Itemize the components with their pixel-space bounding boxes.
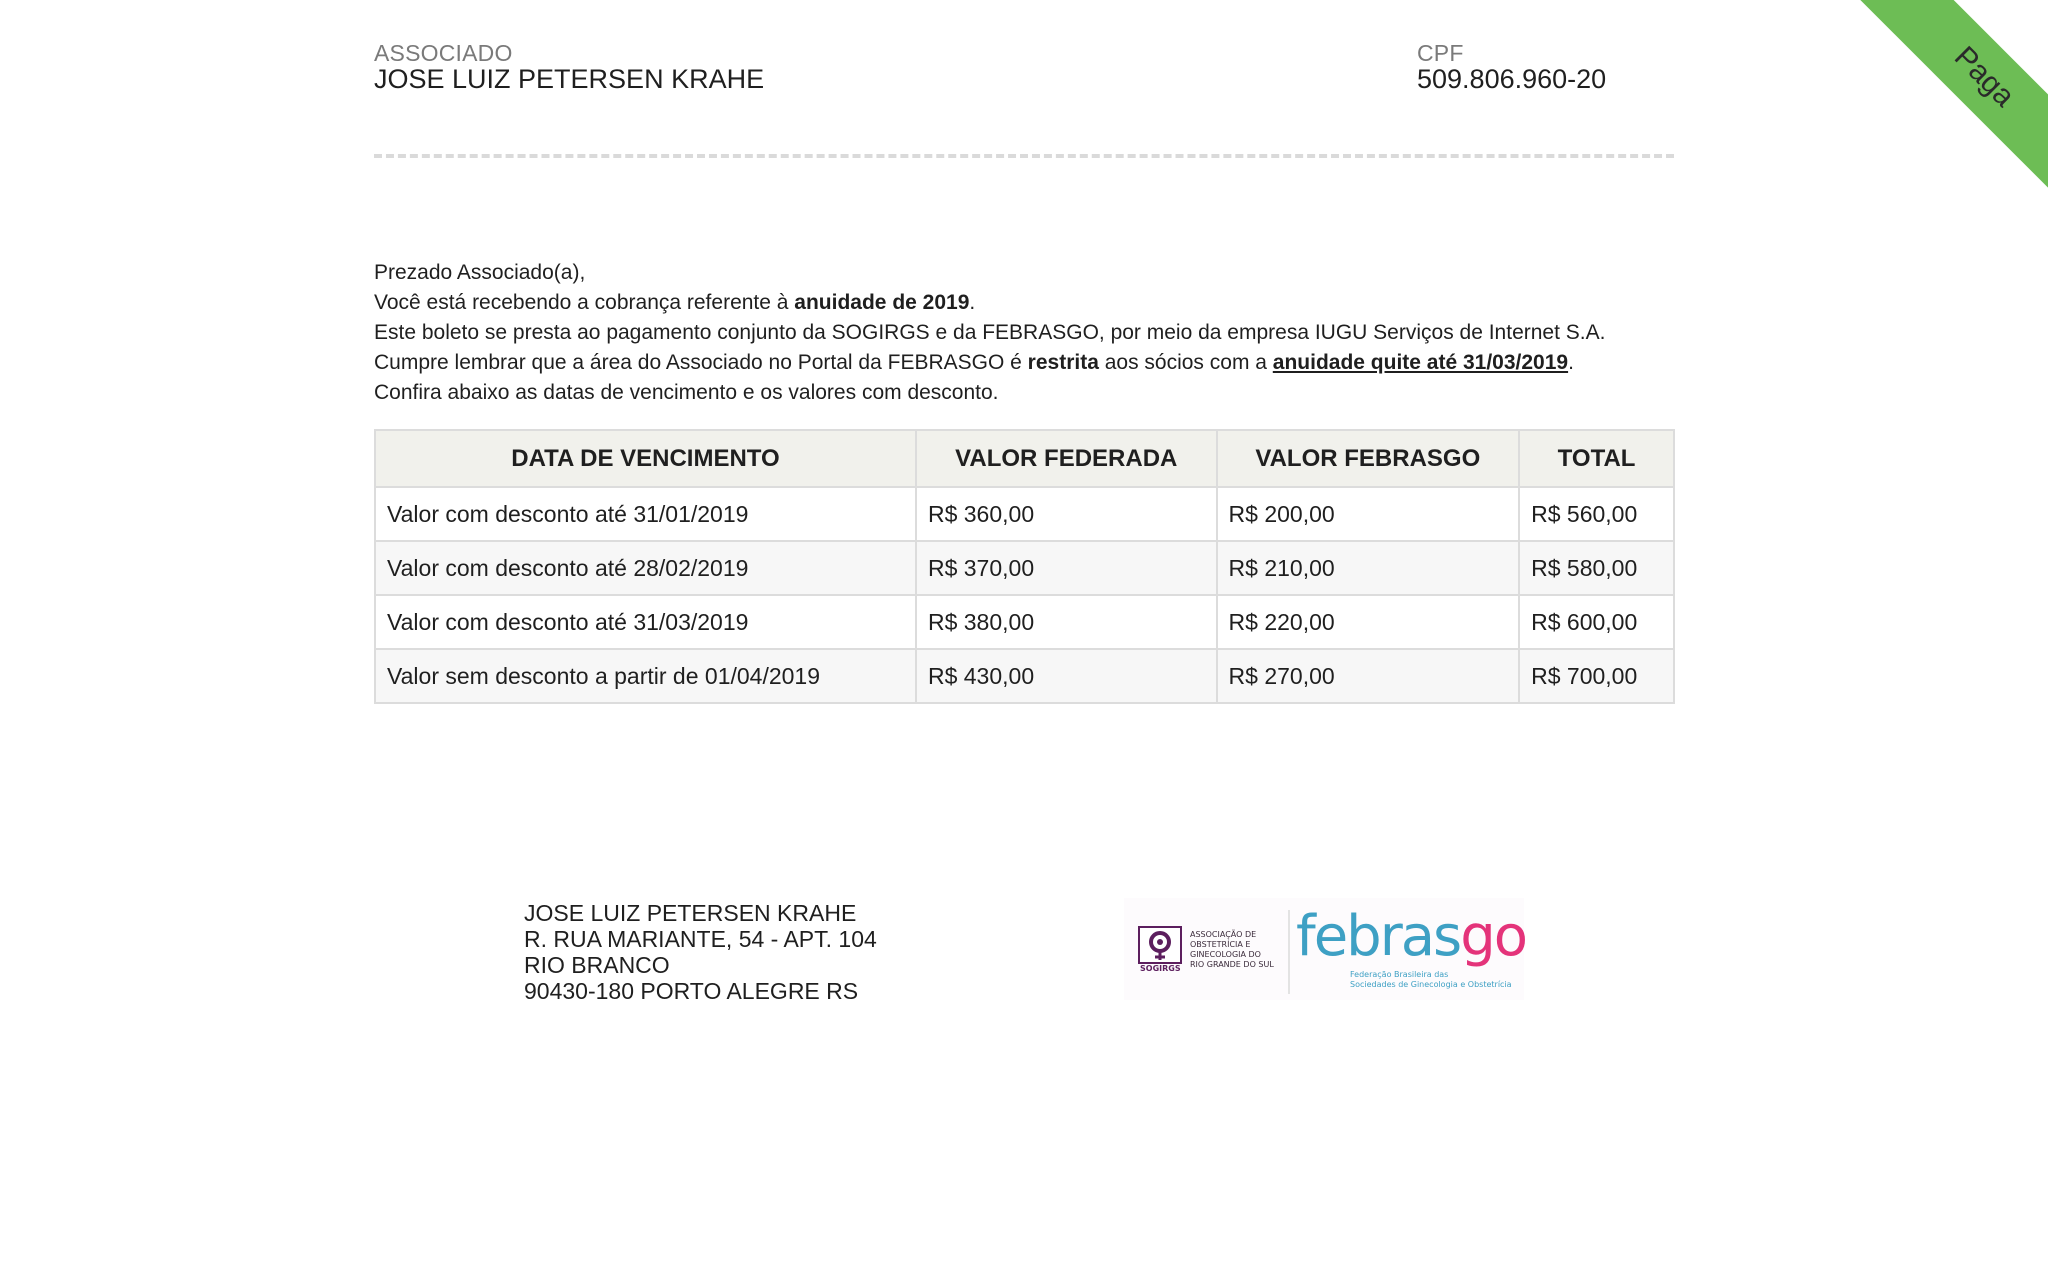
- associate-name: JOSE LUIZ PETERSEN KRAHE: [374, 64, 765, 94]
- col-header-febrasgo-value: VALOR FEBRASGO: [1217, 430, 1520, 487]
- status-ribbon-label: Paga: [1812, 0, 2048, 249]
- fee-table: [374, 429, 1675, 704]
- address-street: R. RUA MARIANTE, 54 - APT. 104: [524, 926, 877, 952]
- cell-due-date: Valor com desconto até 28/02/2019: [375, 541, 916, 595]
- cell-federada-value: R$ 380,00: [916, 595, 1217, 649]
- annuity-deadline: anuidade quite até 31/03/2019: [1272, 351, 1569, 374]
- status-ribbon: [1788, 0, 2048, 260]
- cell-total: R$ 580,00: [1519, 541, 1674, 595]
- mailing-address: [524, 900, 877, 1004]
- col-header-total: TOTAL: [1519, 430, 1674, 487]
- table-row: [375, 649, 1674, 703]
- associate-label: ASSOCIADO: [374, 40, 513, 66]
- sogirgs-name: ASSOCIAÇÃO DE OBSTETRÍCIA E GINECOLOGIA DO RIO GRANDE DO SUL: [1190, 930, 1274, 969]
- annuity-year: anuidade de 2019: [794, 291, 970, 314]
- letter-greeting: Prezado Associado(a),: [374, 261, 586, 284]
- cell-federada-value: R$ 430,00: [916, 649, 1217, 703]
- cell-total: R$ 600,00: [1519, 595, 1674, 649]
- address-district: RIO BRANCO: [524, 952, 670, 978]
- cell-febrasgo-value: R$ 200,00: [1217, 487, 1520, 541]
- table-header-row: [375, 430, 1674, 487]
- partner-logos: [1124, 898, 1527, 1000]
- dashed-divider: [374, 154, 1674, 158]
- table-row: [375, 487, 1674, 541]
- cell-due-date: Valor com desconto até 31/01/2019: [375, 487, 916, 541]
- col-header-federada-value: VALOR FEDERADA: [916, 430, 1217, 487]
- cpf-value: 509.806.960-20: [1417, 64, 1607, 94]
- letter-line-restricted-area: Cumpre lembrar que a área do Associado no Portal da FEBRASGO é restrita aos sócios com a anuidade quite até 31/03/2019.: [374, 351, 1574, 374]
- logo-separator: [1288, 910, 1290, 994]
- cell-total: R$ 560,00: [1519, 487, 1674, 541]
- cell-febrasgo-value: R$ 210,00: [1217, 541, 1520, 595]
- address-name: JOSE LUIZ PETERSEN KRAHE: [524, 900, 857, 926]
- sogirgs-logo-icon: [1138, 926, 1182, 966]
- cell-federada-value: R$ 370,00: [916, 541, 1217, 595]
- cell-due-date: Valor com desconto até 31/03/2019: [375, 595, 916, 649]
- restricted-word: restrita: [1027, 351, 1099, 374]
- cell-due-date: Valor sem desconto a partir de 01/04/2019: [375, 649, 916, 703]
- febrasgo-subtitle: Federação Brasileira das Sociedades de Ginecologia e Obstetrícia: [1350, 970, 1512, 989]
- cell-federada-value: R$ 360,00: [916, 487, 1217, 541]
- letter-line-joint-payment: Este boleto se presta ao pagamento conjunto da SOGIRGS e da FEBRASGO, por meio da empresa IUGU Serviços de Internet S.A.: [374, 321, 1606, 344]
- table-row: [375, 541, 1674, 595]
- cpf-label: CPF: [1417, 40, 1464, 66]
- sogirgs-brand: SOGIRGS: [1140, 964, 1181, 973]
- col-header-due-date: DATA DE VENCIMENTO: [375, 430, 916, 487]
- cell-total: R$ 700,00: [1519, 649, 1674, 703]
- letter-line-annuity: Você está recebendo a cobrança referente à anuidade de 2019.: [374, 291, 976, 314]
- letter-line-check-below: Confira abaixo as datas de vencimento e os valores com desconto.: [374, 381, 999, 404]
- table-row: [375, 595, 1674, 649]
- cell-febrasgo-value: R$ 220,00: [1217, 595, 1520, 649]
- address-city: 90430-180 PORTO ALEGRE RS: [524, 978, 859, 1004]
- letter-body: [374, 258, 1694, 408]
- febrasgo-logo: febrasgo: [1296, 904, 1527, 969]
- cell-febrasgo-value: R$ 270,00: [1217, 649, 1520, 703]
